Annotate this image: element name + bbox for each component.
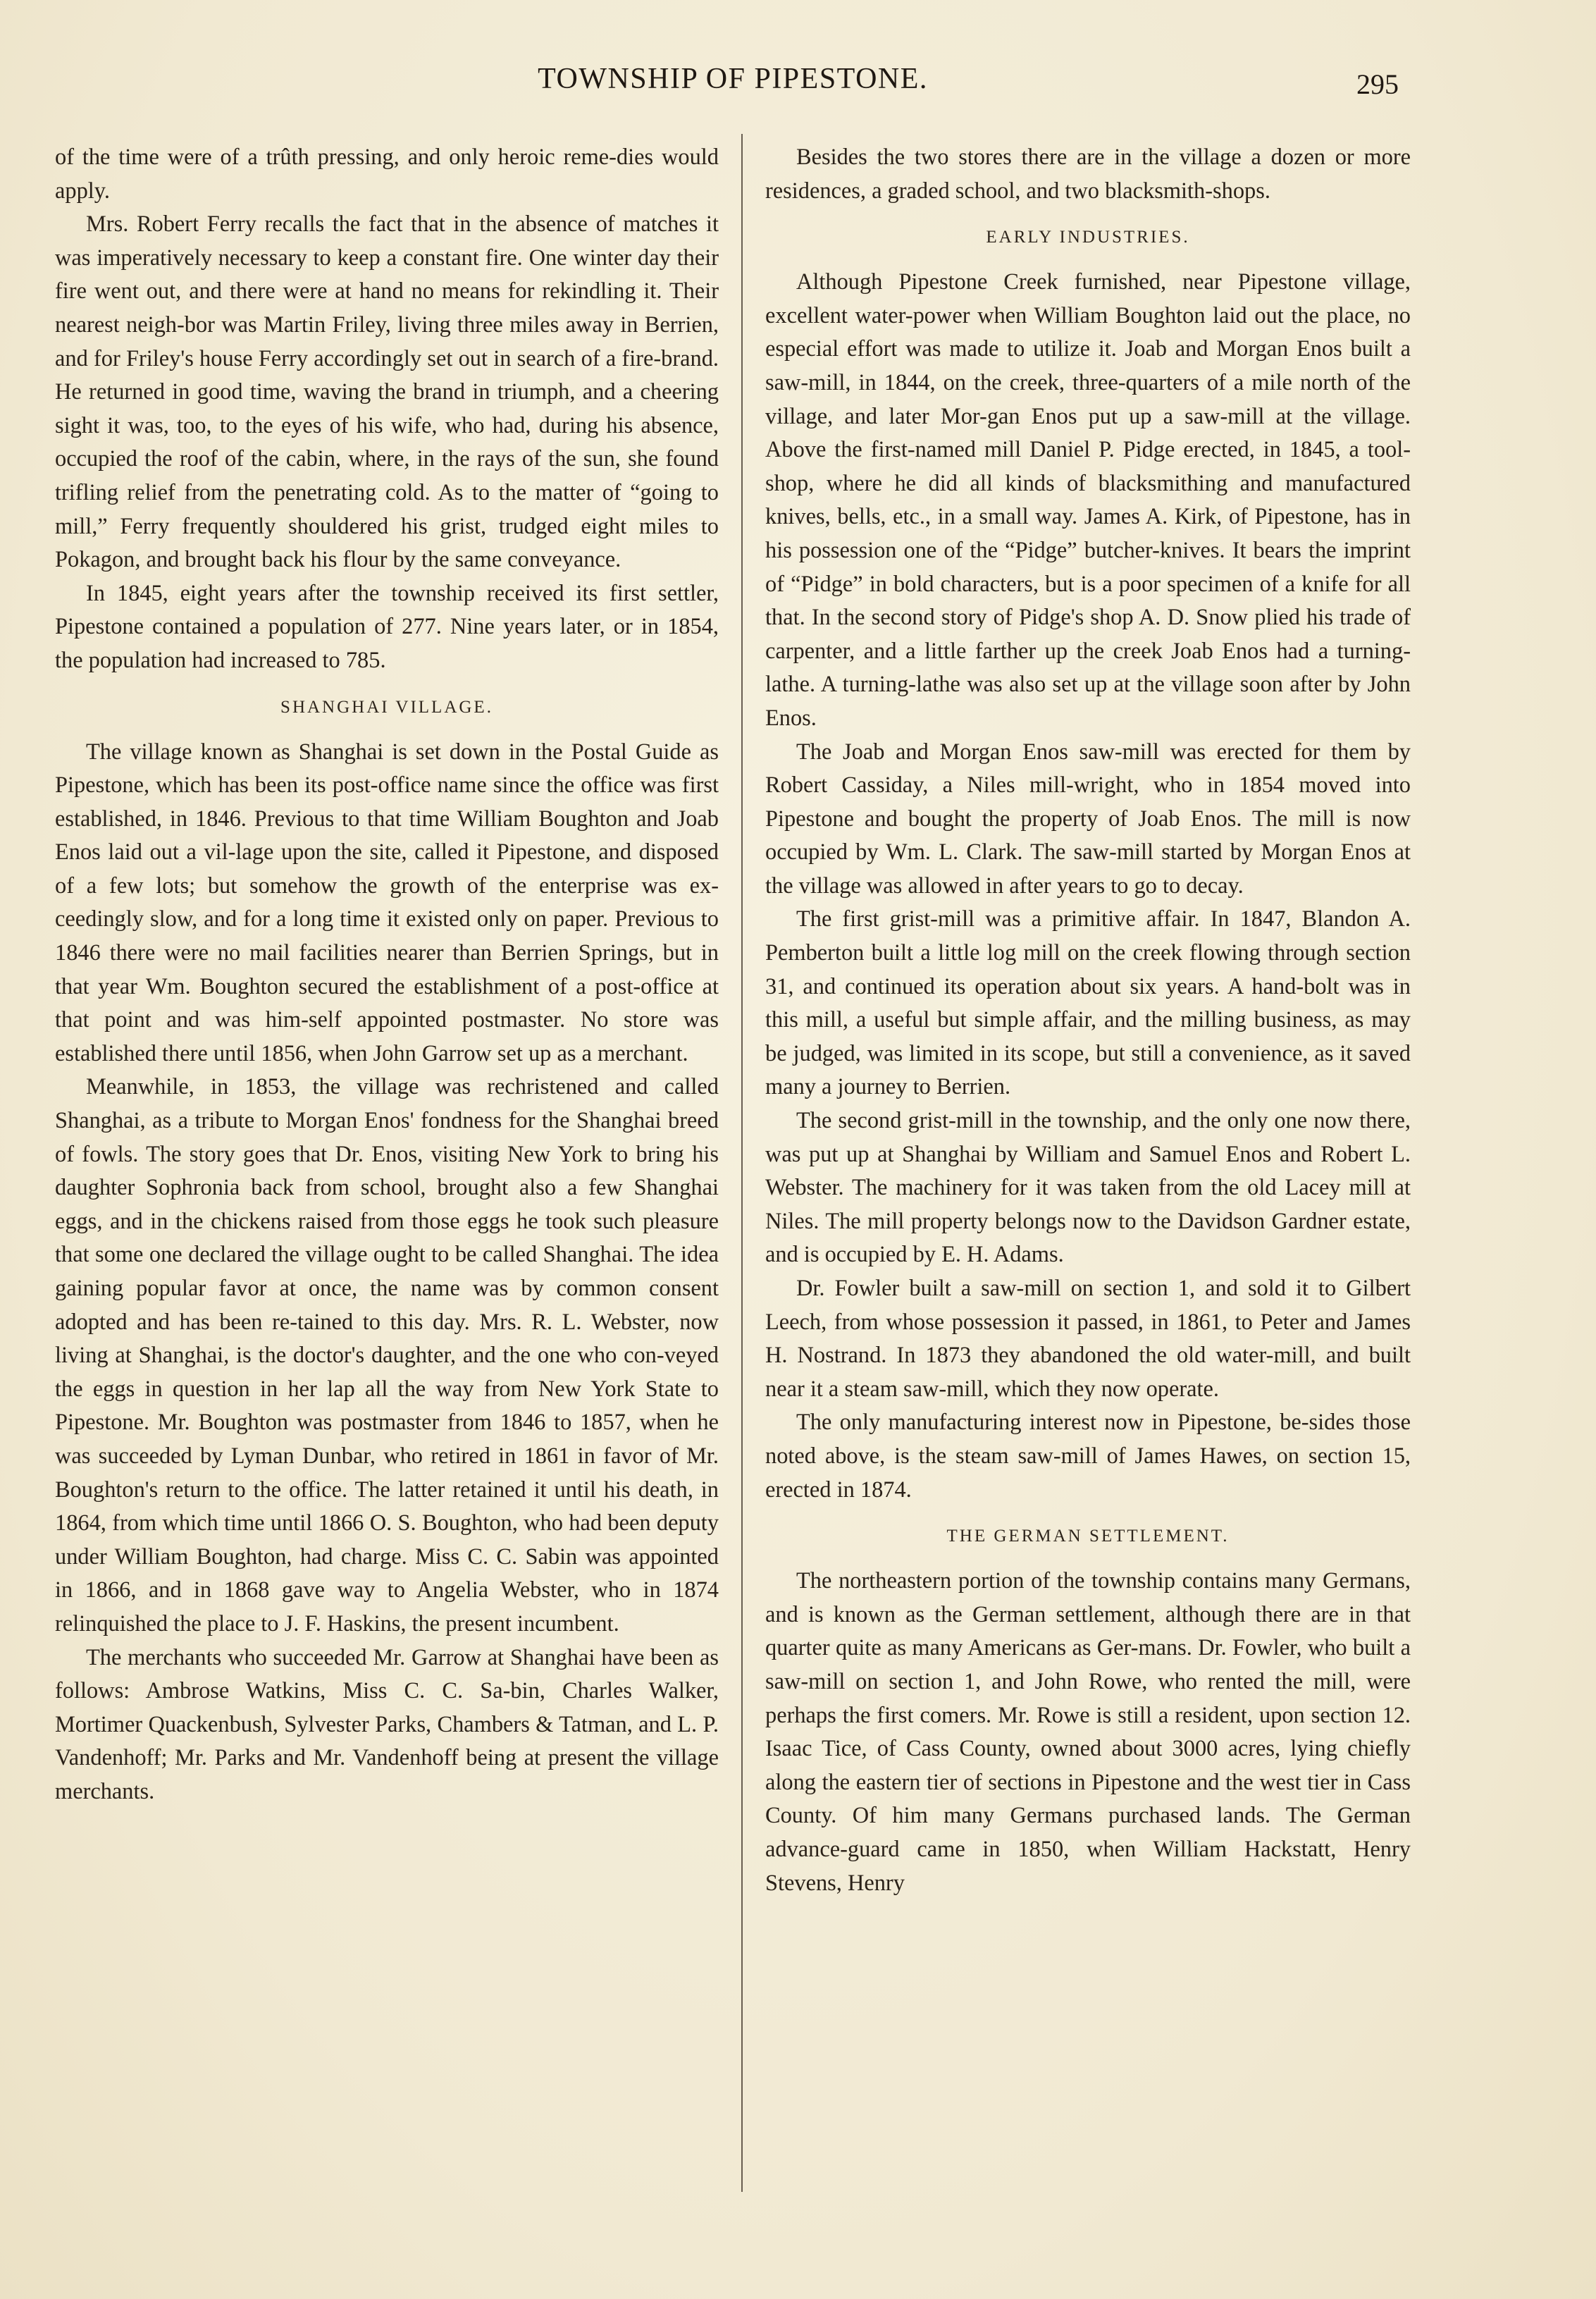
paragraph: In 1845, eight years after the township received its first settler, Pipestone contained a population of 277. Nine years later, or in 1854, the population had increased to 785. bbox=[55, 580, 719, 673]
section-heading: EARLY INDUSTRIES. bbox=[986, 228, 1190, 247]
paragraph: The only manufacturing interest now in Pipestone, be-sides those noted above, is the steam saw-mill of James Hawes, on section 15, erected in 1874. bbox=[765, 1410, 1411, 1503]
right-column bbox=[765, 141, 1411, 1900]
column-divider bbox=[741, 134, 743, 2192]
running-head bbox=[0, 62, 1596, 104]
paragraph: Mrs. Robert Ferry recalls the fact that in the absence of matches it was imperatively necessary to keep a constant fire. One winter day their fire went out, and there were at hand no means for rekindling it. Their nearest neigh-bor was Martin Friley, living three miles away in Berrien, and for Friley's house Ferry accordingly set out in search of a fire-brand. He returned in good time, waving the brand in triumph, and a cheering sight it was, too, to the eyes of his wife, who had, during his absence, occupied the roof of the cabin, where, in the rays of the sun, she found trifling relief from the penetrating cold. As to the matter of “going to mill,” Ferry frequently shouldered his grist, trudged eight miles to Pokagon, and brought back his flour by the same conveyance. bbox=[55, 211, 719, 573]
paragraph: Meanwhile, in 1853, the village was rechristened and called Shanghai, as a tribute to Morgan Enos' fondness for the Shanghai breed of fowls. The story goes that Dr. Enos, visiting New York to bring his daughter Sophronia back from school, brought also a few Shanghai eggs, and in the chickens raised from those eggs he took such pleasure that some one declared the village ought to be called Shanghai. The idea gaining popular favor at once, the name was by common consent adopted and has been re-tained to this day. Mrs. R. L. Webster, now living at Shanghai, is the doctor's daughter, and the one who con-veyed the eggs in question in her lap all the way from New York State to Pipestone. Mr. Boughton was postmaster from 1846 to 1857, when he was succeeded by Lyman Dunbar, who retired in 1861 in favor of Mr. Boughton's return to the office. The latter retained it until his death, in 1864, from which time until 1866 O. S. Boughton, who had been deputy under William Boughton, had charge. Miss C. C. Sabin was appointed in 1866, and in 1868 gave way to Angelia Webster, who in 1874 relinquished the place to J. F. Haskins, the present incumbent. bbox=[55, 1074, 719, 1637]
paragraph: The Joab and Morgan Enos saw-mill was erected for them by Robert Cassiday, a Niles mill-wright, who in 1854 moved into Pipestone and bought the property of Joab Enos. The mill is now occupied by Wm. L. Clark. The saw-mill started by Morgan Enos at the village was allowed in after years to go to decay. bbox=[765, 739, 1411, 899]
paragraph: The village known as Shanghai is set down in the Postal Guide as Pipestone, which has been its post-office name since the office was first established, in 1846. Previous to that time William Boughton and Joab Enos laid out a vil-lage upon the site, called it Pipestone, and disposed of a few lots; but somehow the growth of the enterprise was ex-ceedingly slow, and for a long time it existed only on paper. Previous to 1846 there were no mail facilities nearer than Berrien Springs, but in that year Wm. Boughton secured the establishment of a post-office at that point and was him-self appointed postmaster. No store was established there until 1856, when John Garrow set up as a merchant. bbox=[55, 739, 719, 1066]
section-heading: THE GERMAN SETTLEMENT. bbox=[946, 1527, 1230, 1546]
paragraph: The first grist-mill was a primitive affair. In 1847, Blandon A. Pemberton built a little log mill on the creek flowing through section 31, and continued its operation about six years. A hand-bolt was in this mill, a useful but simple affair, and the milling business, as may be judged, was limited in its scope, but still a convenience, as it saved many a journey to Berrien. bbox=[765, 906, 1411, 1100]
paragraph: of the time were of a trûth pressing, and only heroic reme-dies would apply. bbox=[55, 144, 719, 204]
paragraph: The second grist-mill in the township, and the only one now there, was put up at Shanghai by William and Samuel Enos and Robert L. Webster. The machinery for it was taken from the old Lacey mill at Niles. The mill property belongs now to the Davidson Gardner estate, and is occupied by E. H. Adams. bbox=[765, 1108, 1411, 1268]
paragraph: Although Pipestone Creek furnished, near Pipestone village, excellent water-power when William Boughton laid out the place, no especial effort was made to utilize it. Joab and Morgan Enos built a saw-mill, in 1844, on the creek, three-quarters of a mile north of the village, and later Mor-gan Enos put up a saw-mill at the village. Above the first-named mill Daniel P. Pidge erected, in 1845, a tool-shop, where he did all kinds of blacksmithing and manufactured knives, bells, etc., in a small way. James A. Kirk, of Pipestone, has in his possession one of the “Pidge” butcher-knives. It bears the imprint of “Pidge” in bold characters, but is a poor specimen of a knife for all that. In the second story of Pidge's shop A. D. Snow plied his trade of carpenter, and a little farther up the creek Joab Enos had a turning-lathe. A turning-lathe was also set up at the village soon after by John Enos. bbox=[765, 269, 1411, 731]
section-heading: SHANGHAI VILLAGE. bbox=[280, 697, 493, 717]
paragraph: Dr. Fowler built a saw-mill on section 1, and sold it to Gilbert Leech, from whose possession it passed, in 1861, to Peter and James H. Nostrand. In 1873 they abandoned the old water-mill, and built near it a steam saw-mill, which they now operate. bbox=[765, 1276, 1411, 1402]
page-title: TOWNSHIP OF PIPESTONE. bbox=[538, 63, 928, 95]
paragraph: The merchants who succeeded Mr. Garrow at Shanghai have been as follows: Ambrose Watkins, Miss C. C. Sa-bin, Charles Walker, Mortimer Quackenbush, Sylvester Parks, Chambers & Tatman, and L. P. Vandenhoff; Mr. Parks and Mr. Vandenhoff being at present the village merchants. bbox=[55, 1644, 719, 1804]
left-column bbox=[55, 141, 719, 1809]
page-number: 295 bbox=[1356, 68, 1399, 100]
paragraph: Besides the two stores there are in the village a dozen or more residences, a graded school, and two blacksmith-shops. bbox=[765, 144, 1411, 204]
paragraph: The northeastern portion of the township contains many Germans, and is known as the German settlement, although there are in that quarter quite as many Americans as Ger-mans. Dr. Fowler, who built a saw-mill on section 1, and John Rowe, who rented the mill, were perhaps the first comers. Mr. Rowe is still a resident, upon section 12. Isaac Tice, of Cass County, owned about 3000 acres, lying chiefly along the eastern tier of sections in Pipestone and the west tier in Cass County. Of him many Germans purchased lands. The German advance-guard came in 1850, when William Hackstatt, Henry Stevens, Henry bbox=[765, 1568, 1411, 1896]
